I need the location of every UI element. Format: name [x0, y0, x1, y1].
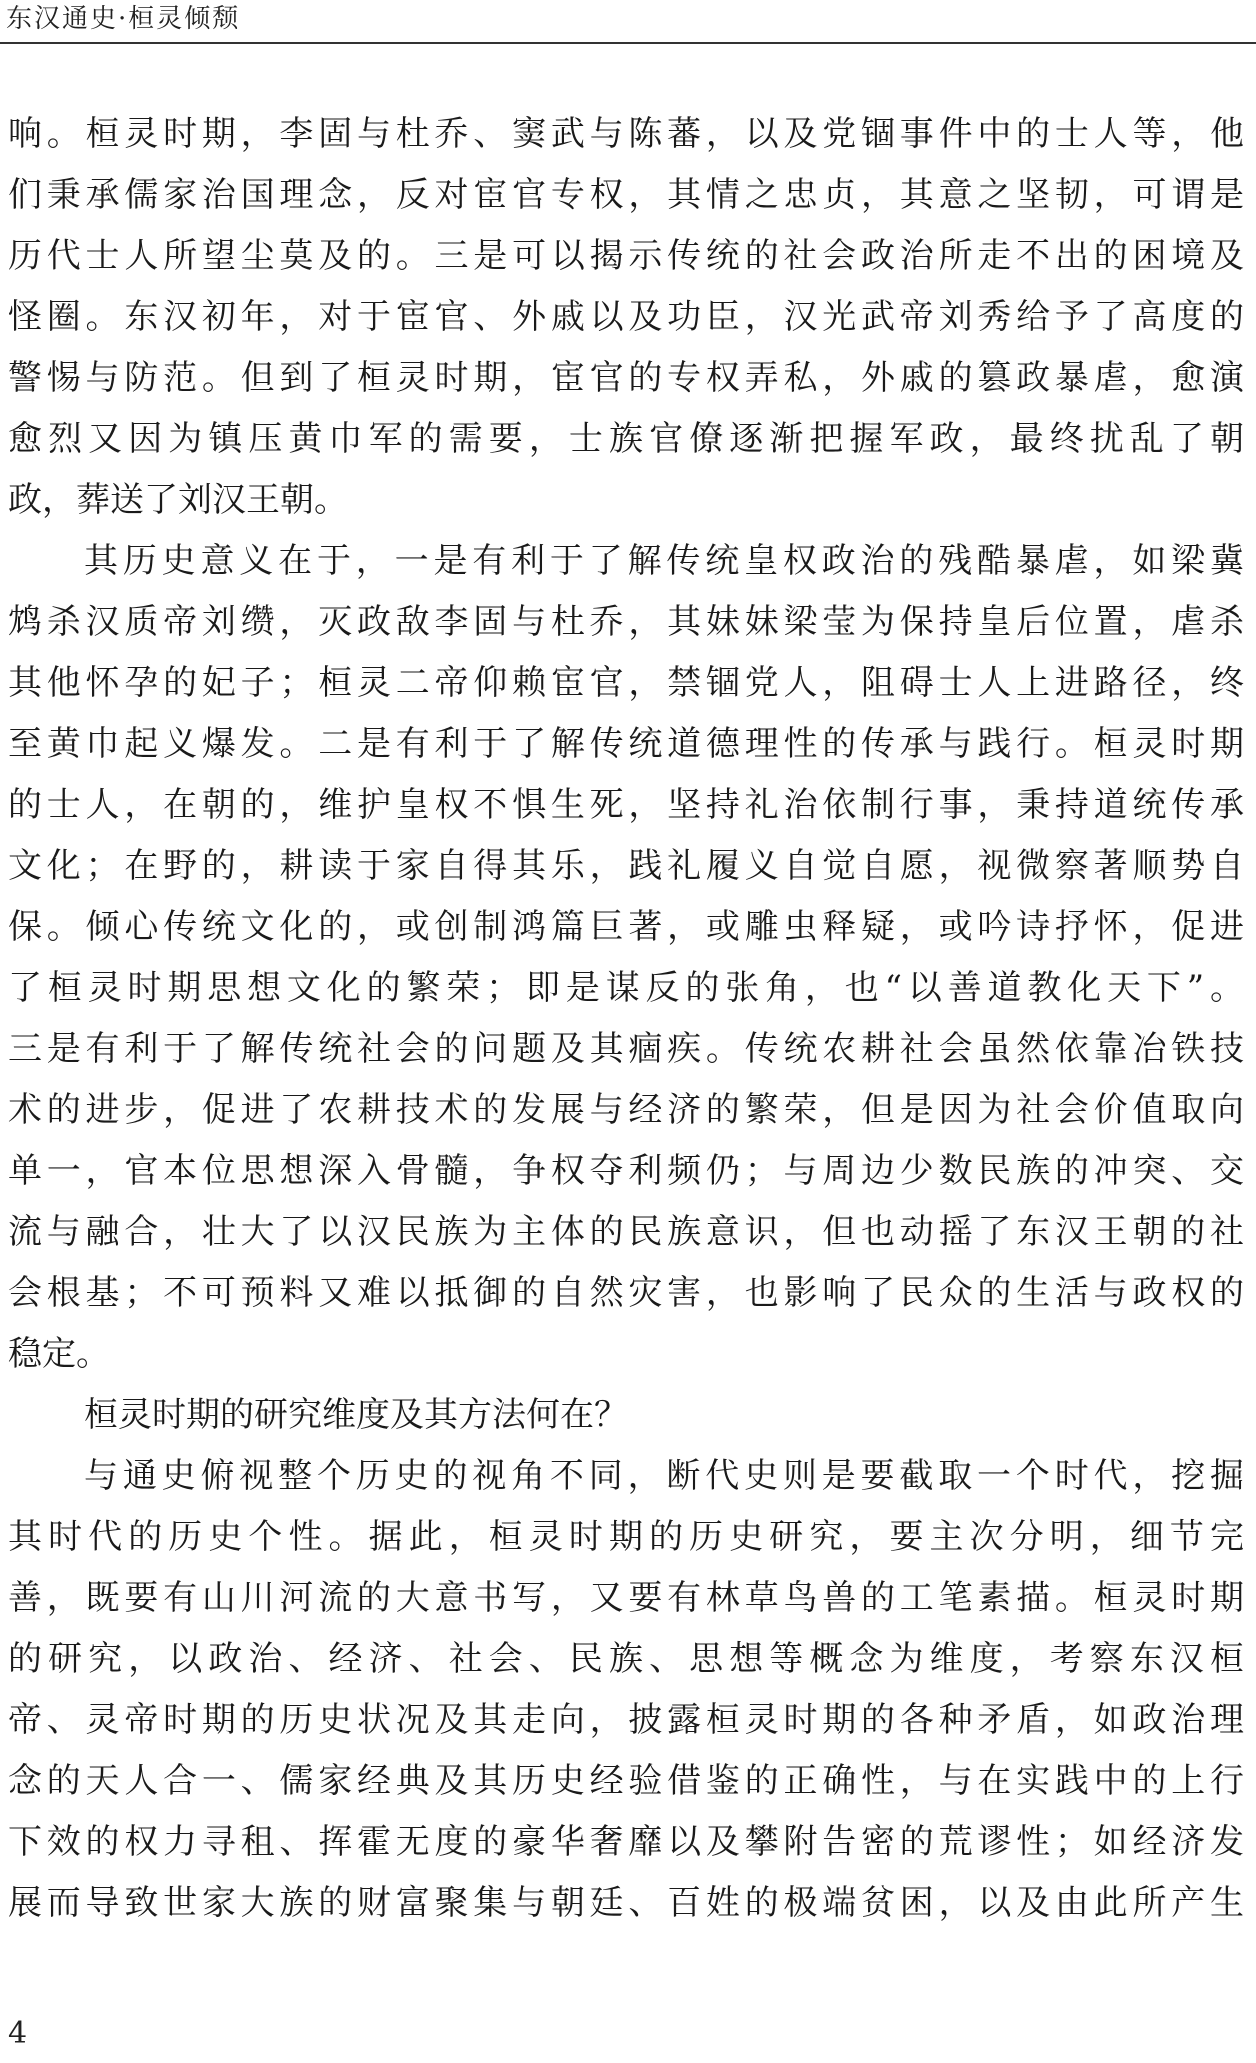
body-text: [8, 104, 1244, 1934]
text-line: 流与融合，壮大了以汉民族为主体的民族意识，但也动摇了东汉王朝的社: [8, 1212, 1244, 1252]
paragraph-first-line: 与通史俯视整个历史的视角不同，断代史则是要截取一个时代，挖掘: [84, 1456, 1244, 1496]
text-line: 展而导致世家大族的财富聚集与朝廷、百姓的极端贫困，以及由此所产生: [8, 1883, 1244, 1923]
section-question: 桓灵时期的研究维度及其方法何在？: [84, 1395, 628, 1435]
text-line: 下效的权力寻租、挥霍无度的豪华奢靡以及攀附告密的荒谬性；如经济发: [8, 1822, 1244, 1862]
text-line: 警惕与防范。但到了桓灵时期，宦官的专权弄私，外戚的篡政暴虐，愈演: [8, 358, 1244, 398]
text-line: 们秉承儒家治国理念，反对宦官专权，其情之忠贞，其意之坚韧，可谓是: [8, 175, 1244, 215]
text-line: 政，葬送了刘汉王朝。: [8, 480, 348, 520]
text-line: 响。桓灵时期，李固与杜乔、窦武与陈蕃，以及党锢事件中的士人等，他: [8, 114, 1244, 154]
text-line: 善，既要有山川河流的大意书写，又要有林草鸟兽的工笔素描。桓灵时期: [8, 1578, 1244, 1618]
paragraph-first-line: 其历史意义在于，一是有利于了解传统皇权政治的残酷暴虐，如梁冀: [84, 541, 1244, 581]
text-line: 愈烈又因为镇压黄巾军的需要，士族官僚逐渐把握军政，最终扰乱了朝: [8, 419, 1244, 459]
text-line: 三是有利于了解传统社会的问题及其痼疾。传统农耕社会虽然依靠冶铁技: [8, 1029, 1244, 1069]
text-line: 鸩杀汉质帝刘缵，灭政敌李固与杜乔，其妹妹梁莹为保持皇后位置，虐杀: [8, 602, 1244, 642]
text-line: 念的天人合一、儒家经典及其历史经验借鉴的正确性，与在实践中的上行: [8, 1761, 1244, 1801]
text-line: 了桓灵时期思想文化的繁荣；即是谋反的张角，也“以善道教化天下”。: [8, 968, 1244, 1008]
text-line: 的研究，以政治、经济、社会、民族、思想等概念为维度，考察东汉桓: [8, 1639, 1244, 1679]
text-line: 的士人，在朝的，维护皇权不惧生死，坚持礼治依制行事，秉持道统传承: [8, 785, 1244, 825]
text-line: 文化；在野的，耕读于家自得其乐，践礼履义自觉自愿，视微察著顺势自: [8, 846, 1244, 886]
text-line: 其时代的历史个性。据此，桓灵时期的历史研究，要主次分明，细节完: [8, 1517, 1244, 1557]
header-rule: [0, 42, 1256, 44]
text-line: 单一，官本位思想深入骨髓，争权夺利频仍；与周边少数民族的冲突、交: [8, 1151, 1244, 1191]
text-line: 稳定。: [8, 1334, 110, 1374]
text-line: 至黄巾起义爆发。二是有利于了解传统道德理性的传承与践行。桓灵时期: [8, 724, 1244, 764]
text-line: 会根基；不可预料又难以抵御的自然灾害，也影响了民众的生活与政权的: [8, 1273, 1244, 1313]
page-number: 4: [8, 2016, 28, 2051]
text-line: 怪圈。东汉初年，对于宦官、外戚以及功臣，汉光武帝刘秀给予了高度的: [8, 297, 1244, 337]
text-line: 保。倾心传统文化的，或创制鸿篇巨著，或雕虫释疑，或吟诗抒怀，促进: [8, 907, 1244, 947]
text-line: 术的进步，促进了农耕技术的发展与经济的繁荣，但是因为社会价值取向: [8, 1090, 1244, 1130]
text-line: 帝、灵帝时期的历史状况及其走向，披露桓灵时期的各种矛盾，如政治理: [8, 1700, 1244, 1740]
text-line: 其他怀孕的妃子；桓灵二帝仰赖宦官，禁锢党人，阻碍士人上进路径，终: [8, 663, 1244, 703]
running-head-title: 东汉通史·桓灵倾颓: [6, 4, 241, 34]
text-line: 历代士人所望尘莫及的。三是可以揭示传统的社会政治所走不出的困境及: [8, 236, 1244, 276]
